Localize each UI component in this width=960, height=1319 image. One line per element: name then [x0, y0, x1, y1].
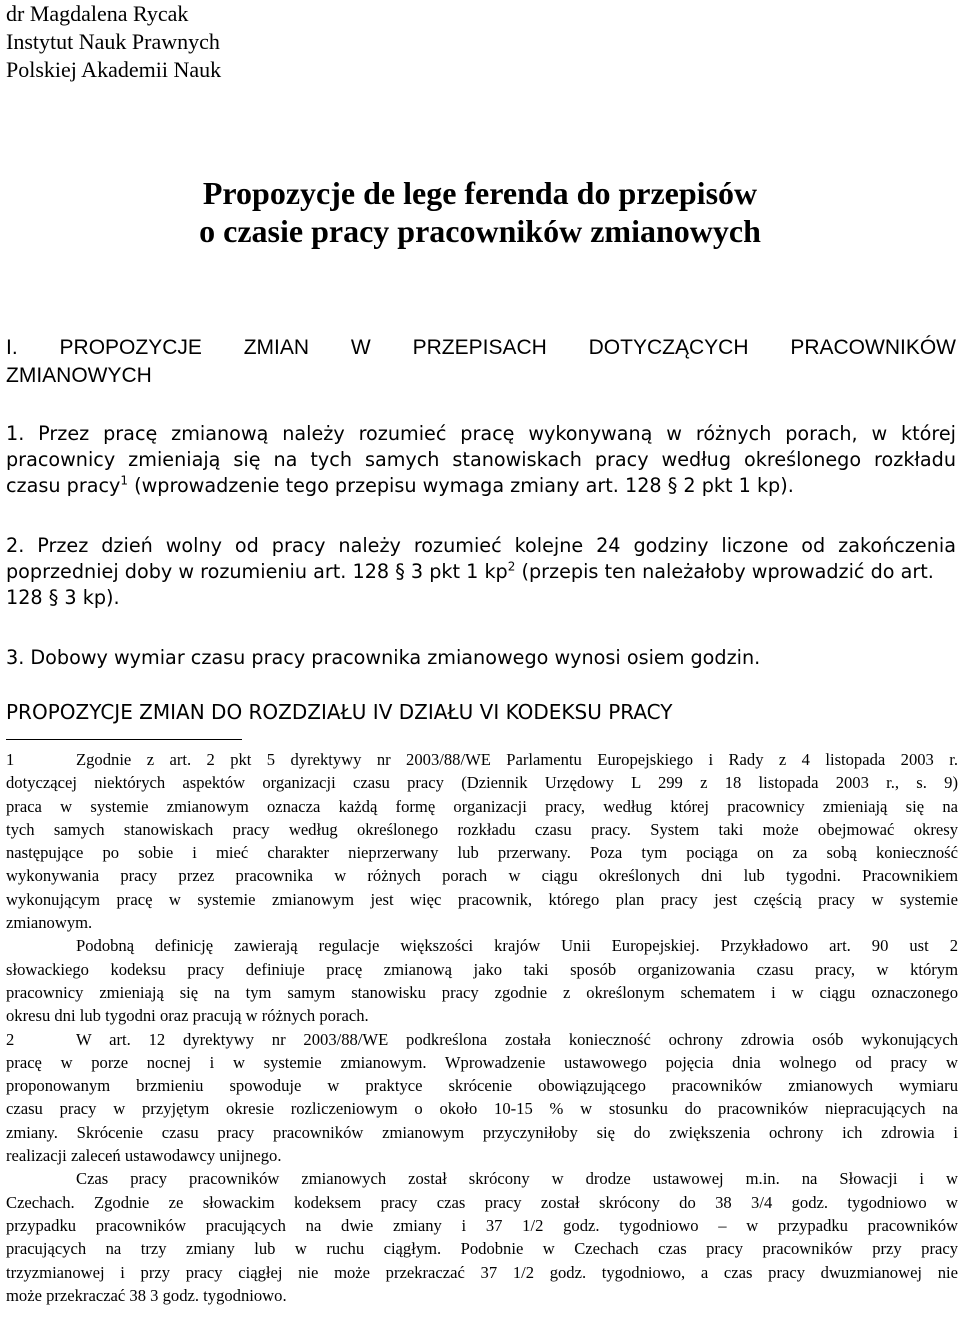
point-1-line-3	[6, 473, 956, 499]
footnote-1-line: dotyczącej niektórych aspektów organizacji czasu pracy (Dziennik Urzędowy L 299 z 18 listopada 2003 r., s. 9)	[6, 773, 958, 793]
footnote-1-line: następujące po sobie i mieć charakter nieprzerwany lub przerwany. Poza tym pociąga on za sobą konieczność	[6, 843, 958, 863]
title-line-2: o czasie pracy pracowników zmianowych	[199, 213, 761, 249]
footnotes	[6, 748, 958, 1307]
point-2-line-1: 2. Przez dzień wolny od pracy należy rozumieć kolejne 24 godziny liczone od zakończenia	[6, 534, 956, 557]
point-3	[6, 645, 956, 671]
point-2-line-2	[6, 559, 956, 585]
point-1-line-2: pracownicy zmieniają się na tych samych stanowiskach pracy według określonego rozkładu	[6, 448, 956, 471]
footnote-2-line: proponowanym brzmieniu spowoduje w praktyce skrócenie obowiązującego pracowników zmianowych wymiaru	[6, 1076, 958, 1096]
author-institute: Instytut Nauk Prawnych	[6, 29, 220, 54]
footnote-ref-1[interactable]: 1	[120, 473, 129, 488]
point-3-line-1: 3. Dobowy wymiar czasu pracy pracownika zmianowego wynosi osiem godzin.	[6, 646, 761, 669]
title-line-1: Propozycje de lege ferenda do przepisów	[202, 175, 758, 211]
point-2-line-2a: poprzedniej doby w rozumieniu art. 128 § 3 pkt 1 kp	[6, 560, 508, 583]
footnote-2-line	[6, 1167, 958, 1190]
point-2-line-2b: (przepis ten należałoby wprowadzić do art.	[515, 560, 934, 583]
footnote-text: Podobną definicję zawierają regulacje większości krajów Unii Europejskiej. Przykładowo art. 90 ust 2	[76, 936, 958, 956]
point-1-line-3b: (wprowadzenie tego przepisu wymaga zmiany art. 128 § 2 pkt 1 kp).	[128, 474, 794, 497]
footnote-text: Czas pracy pracowników zmianowych został skrócony w drodze ustawowej m.in. na Słowacji i w	[76, 1169, 958, 1189]
footnote-2-line: zmiany. Skrócenie czasu pracy pracowników zmianowym przyczyniłoby się do zwiększenia ochrony ich zdrowia i	[6, 1122, 958, 1142]
point-1-line-1: 1. Przez pracę zmianową należy rozumieć pracę wykonywaną w różnych porach, w której	[6, 422, 956, 445]
point-2-line-3: 128 § 3 kp).	[6, 586, 120, 609]
footnote-1-line: wykonywania pracy przez pracownika w różnych porach w ciągu określonych dni lub tygodni. Pracownikiem	[6, 866, 958, 886]
footnote-2-line: czasu pracy w przyjętym okresie rozliczeniowym o około 10-15 % w stosunku do pracowników niepracujących na	[6, 1099, 958, 1119]
section-heading-line-1: I. PROPOZYCJE ZMIAN W PRZEPISACH DOTYCZĄCYCH PRACOWNIKÓW	[6, 336, 956, 359]
author-name: dr Magdalena Rycak	[6, 1, 189, 26]
section-heading-line-2: ZMIANOWYCH	[6, 364, 152, 387]
author-block	[6, 0, 221, 84]
footnote-separator	[6, 739, 242, 740]
footnote-text: W art. 12 dyrektywy nr 2003/88/WE podkreślona została konieczność ochrony zdrowia osób wykonujących	[76, 1029, 958, 1049]
footnote-1-number: 1	[6, 750, 15, 769]
footnote-1-line: słowackiego kodeksu pracy definiuje pracę zmianową jako taki sposób organizowania czasu pracy, w którym	[6, 959, 958, 979]
document-title	[0, 174, 960, 250]
footnote-ref-2[interactable]: 2	[507, 559, 516, 574]
section-heading-1	[6, 334, 956, 390]
footnote-1-line	[6, 934, 958, 957]
footnote-2-line: realizacji zaleceń ustawodawcy unijnego.	[6, 1146, 282, 1166]
footnote-2-line: pracujących na trzy zmiany lub w ruchu ciągłym. Podobnie w Czechach czas pracy pracowników przy pracy	[6, 1239, 958, 1259]
footnote-1-line: okresu dni lub tygodni oraz pracują w różnych porach.	[6, 1006, 369, 1026]
footnote-1-line	[6, 748, 958, 771]
point-1-line-3a: czasu pracy	[6, 474, 121, 497]
point-2	[6, 533, 956, 611]
footnote-1-line: tych samych stanowiskach pracy według określonego rozkładu czasu pracy. System taki może obejmować okresy	[6, 819, 958, 839]
footnote-2-line: trzyzmianowej i przy pracy ciągłej nie może przekraczać 37 1/2 godz. tygodniowo, a czas pracy dwuzmianowej nie	[6, 1262, 958, 1282]
point-1	[6, 421, 956, 499]
author-academy: Polskiej Akademii Nauk	[6, 57, 222, 82]
footnote-2-number: 2	[6, 1029, 15, 1049]
footnote-1-line: pracownicy zmieniają się na tym samym stanowisku pracy zgodnie z określonym schematem i w ciągu oznaczonego	[6, 982, 958, 1002]
footnote-2-line: przypadku pracowników pracujących na dwie zmiany i 37 1/2 godz. tygodniowo – w przypadku pracowników	[6, 1215, 958, 1235]
footnote-1-line: zmianowym.	[6, 913, 93, 933]
footnote-1-line: wykonującym pracę w systemie zmianowym jest więc pracownik, którego plan pracy jest częścią pracy w systemie	[6, 889, 958, 909]
footnote-1-line: praca w systemie zmianowym oznacza każdą formę organizacji pracy, według której pracownicy zmieniają się na	[6, 796, 958, 816]
footnote-2-line: Czechach. Zgodnie ze słowackim kodeksem pracy czas pracy został skrócony do 38 3/4 godz. tygodniowo w	[6, 1192, 958, 1212]
footnote-2-line: może przekraczać 38 3 godz. tygodniowo.	[6, 1285, 287, 1305]
footnote-2-line	[6, 1028, 958, 1051]
section-heading-2: PROPOZYCJE ZMIAN DO ROZDZIAŁU IV DZIAŁU VI KODEKSU PRACY	[6, 700, 673, 724]
footnote-text: Zgodnie z art. 2 pkt 5 dyrektywy nr 2003/88/WE Parlamentu Europejskiego i Rady z 4 listopada 2003 r.	[76, 750, 958, 769]
footnote-2-line: pracę w porze nocnej i w systemie zmianowym. Wprowadzenie ustawowego pojęcia dnia wolnego od pracy w	[6, 1052, 958, 1072]
